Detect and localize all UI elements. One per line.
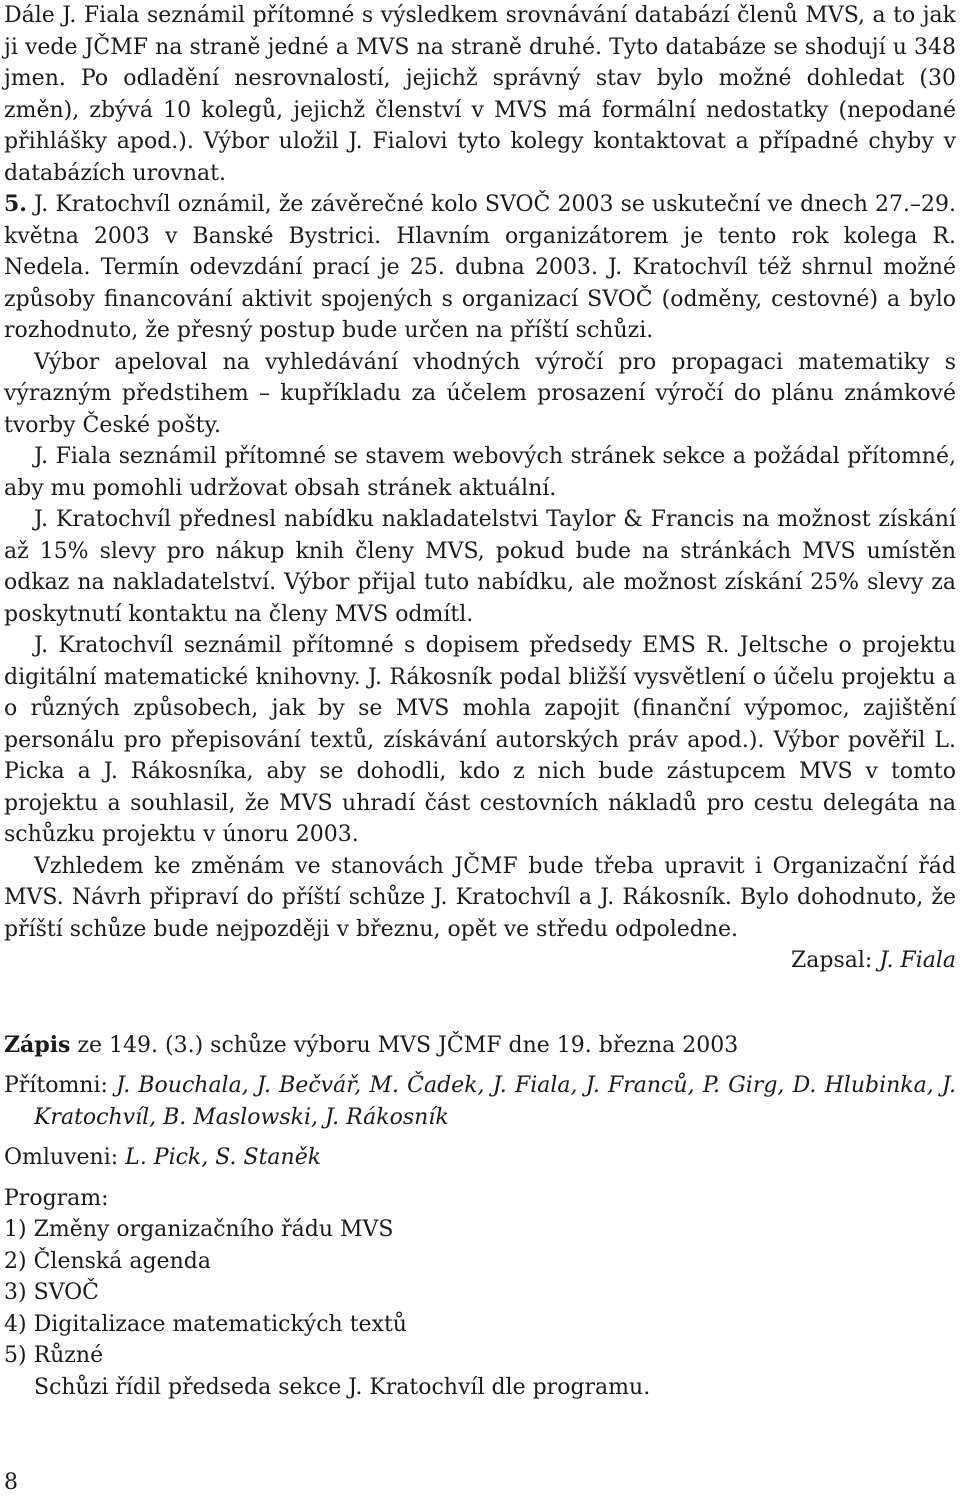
program-label: Program: <box>4 1185 109 1211</box>
present-label: Přítomni: <box>4 1073 108 1098</box>
attendees-present <box>4 1070 956 1133</box>
excused-label: Omluveni: <box>4 1145 119 1170</box>
signature-label: Zapsal: <box>790 948 873 973</box>
paragraph-svoc-text: J. Kratochvíl oznámil, že závěrečné kolo SVOČ 2003 se uskuteční ve dnech 27.–29. května 2003 v Banské Bystrici. Hlavním organizátorem je tento rok kolega R. Nedela. Termín odevzdání prací je 25. dubna 2003. J. Kratochvíl též shrnul možné způsoby financování aktivit spojených s organizací SVOČ (odměny, cestovné) a bylo rozhodnuto, že přesný postup bude určen na příští schůzi. <box>4 192 956 343</box>
signature-name: J. Fiala <box>879 948 956 973</box>
item-number: 5. <box>4 191 27 217</box>
paragraph-statutes: Vzhledem ke změnám ve stanovách JČMF bude třeba upravit i Organizační řád MVS. Návrh připraví do příští schůze J. Kratochvíl a J. Rákosník. Bylo dohodnuto, že příští schůze bude nejpozději v březnu, opět ve středu odpoledne. <box>4 853 956 942</box>
program-list <box>4 1214 956 1372</box>
paragraph-digital-library: J. Kratochvíl seznámil přítomné s dopisem předsedy EMS R. Jeltsche o projektu digitální matematické knihovny. J. Rákosník podal bližší vysvětlení o účelu projektu a o různých způsobech, jak by se MVS mohla zapojit (finanční výpomoc, zajištění personálu pro přepisování textů, získávání autorských práv apod.). Výbor pověřil L. Picka a J. Rákosníka, aby se dohodli, kdo z nich bude zástupcem MVS v tomto projektu a souhlasil, že MVS uhradí část cestovních nákladů pro cestu delegáta na schůzku projektu v únoru 2003. <box>4 633 956 847</box>
excused-names: L. Pick, S. Staněk <box>125 1145 322 1170</box>
minutes-title-rest: ze 149. (3.) schůze výboru MVS JČMF dne 19. března 2003 <box>77 1032 739 1058</box>
document-page <box>4 0 956 1403</box>
program-item: 1) Změny organizačního řádu MVS <box>4 1217 394 1242</box>
page-number: 8 <box>4 1470 18 1495</box>
signature <box>4 945 956 977</box>
program-item: 4) Digitalizace matematických textů <box>4 1311 407 1337</box>
minutes-section <box>4 1030 956 1404</box>
chair-note: Schůzi řídil předseda sekce J. Kratochvíl dle programu. <box>34 1374 651 1400</box>
paragraph-website: J. Fiala seznámil přítomné se stavem webových stránek sekce a požádal přítomné, aby mu pomohli udržovat obsah stránek aktuální. <box>4 444 956 501</box>
program-item: 2) Členská agenda <box>4 1248 211 1274</box>
present-names: J. Bouchala, J. Bečvář, M. Čadek, J. Fiala, J. Franců, P. Girg, D. Hlubinka, J. Kratochvíl, B. Maslowski, J. Rákosník <box>34 1073 956 1130</box>
program-item: 3) SVOČ <box>4 1280 100 1305</box>
minutes-title-bold: Zápis <box>4 1031 71 1058</box>
minutes-title <box>4 1030 956 1062</box>
paragraph-database-comparison: Dále J. Fiala seznámil přítomné s výsledkem srovnávání databází členů MVS, a to jak ji vede JČMF na straně jedné a MVS na straně druhé. Tyto databáze se shodují u 348 jmen. Po odladění nesrovnalostí, jejichž správný stav bylo možné dohledat (30 změn), zbývá 10 kolegů, jejichž členství v MVS má formální nedostatky (nepodané přihlášky apod.). Výbor uložil J. Fialovi tyto kolegy kontaktovat a případné chyby v databázích urovnat. <box>4 3 956 186</box>
program-item: 5) Různé <box>4 1343 104 1368</box>
paragraph-svoc <box>4 189 956 347</box>
paragraph-anniversaries: Výbor apeloval na vyhledávání vhodných výročí pro propagaci matematiky s výrazným předstihem – kupříkladu za účelem prosazení výročí do plánu známkové tvorby České pošty. <box>4 349 956 438</box>
attendees-excused <box>4 1142 956 1174</box>
paragraph-publisher-offer: J. Kratochvíl přednesl nabídku nakladatelstvi Taylor & Francis na možnost získání až 15% slevy pro nákup knih členy MVS, pokud bude na stránkách MVS umístěn odkaz na nakladatelství. Výbor přijal tuto nabídku, ale možnost získání 25% slevy za poskytnutí kontaktu na členy MVS odmítl. <box>4 507 956 627</box>
